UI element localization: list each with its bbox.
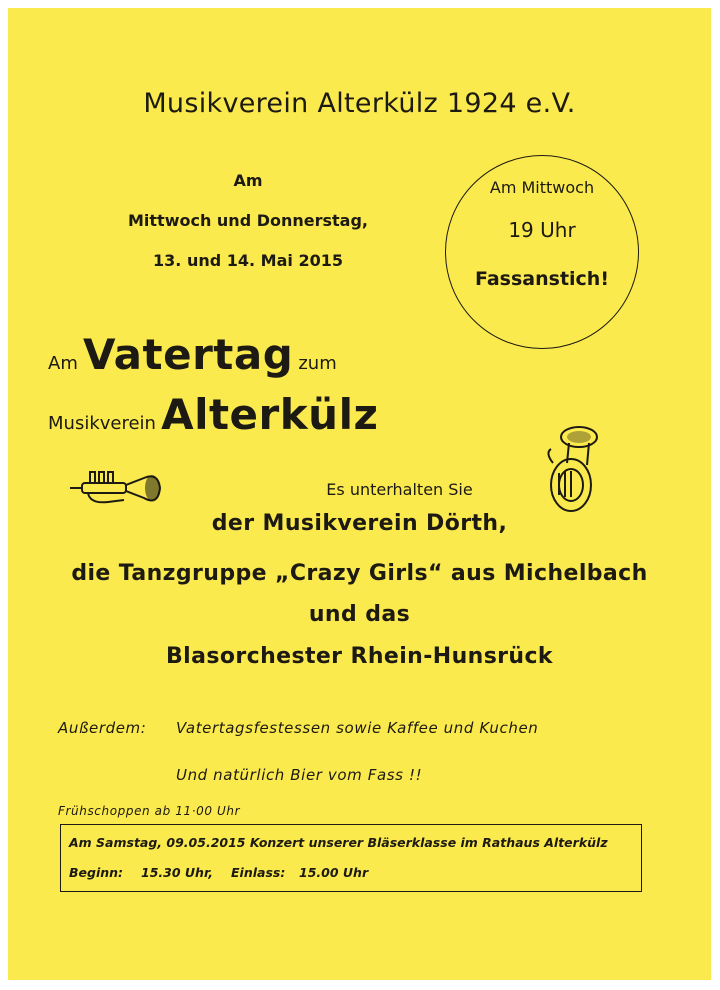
headline-alterkuelz	[48, 390, 378, 439]
tuba-icon	[541, 423, 601, 521]
fruehschoppen-time: Frühschoppen ab 11·00 Uhr	[58, 804, 241, 818]
circle-day: Am Mittwoch	[489, 178, 595, 197]
einlass-time: 15.00 Uhr	[299, 865, 369, 880]
extras-food: Vatertagsfestessen sowie Kaffee und Kuchen	[176, 719, 539, 737]
concert-info-row: Am Samstag, 09.05.2015 Konzert unserer Bläserklasse im Rathaus Alterkülz	[69, 835, 608, 850]
headline-alterkuelz-word: Alterkülz	[161, 390, 379, 439]
einlass-label: Einlass:	[231, 865, 286, 880]
beginn-time: 15.30 Uhr,	[141, 865, 214, 880]
headline-vatertag-word: Vatertag	[82, 330, 294, 379]
fassanstich-circle	[445, 155, 639, 349]
flyer-sheet	[8, 8, 711, 980]
beginn-label: Beginn:	[69, 865, 124, 880]
entertainment-intro: Es unterhalten Sie	[326, 480, 473, 499]
circle-event: Fassanstich!	[474, 268, 609, 290]
performer-crazy-girls: die Tanzgruppe „Crazy Girls“ aus Michelbach	[71, 561, 648, 586]
performer-musikverein-doerth: der Musikverein Dörth,	[211, 511, 508, 536]
club-title: Musikverein Alterkülz 1924 e.V.	[143, 88, 576, 119]
concert-info-box	[60, 824, 642, 892]
performer-blasorchester: Blasorchester Rhein-Hunsrück	[166, 644, 553, 669]
headline-am: Am	[48, 353, 78, 374]
headline-vatertag	[48, 330, 337, 379]
date-line-dates: 13. und 14. Mai 2015	[153, 251, 343, 270]
performer-und-das: und das	[308, 602, 411, 627]
extras-beer: Und natürlich Bier vom Fass !!	[176, 766, 423, 784]
extras-label: Außerdem:	[58, 719, 147, 737]
circle-time: 19 Uhr	[508, 218, 576, 242]
date-line-days: Mittwoch und Donnerstag,	[127, 211, 369, 230]
date-line-am: Am	[233, 171, 263, 190]
headline-musikverein: Musikverein	[48, 413, 156, 434]
headline-zum: zum	[298, 353, 337, 374]
